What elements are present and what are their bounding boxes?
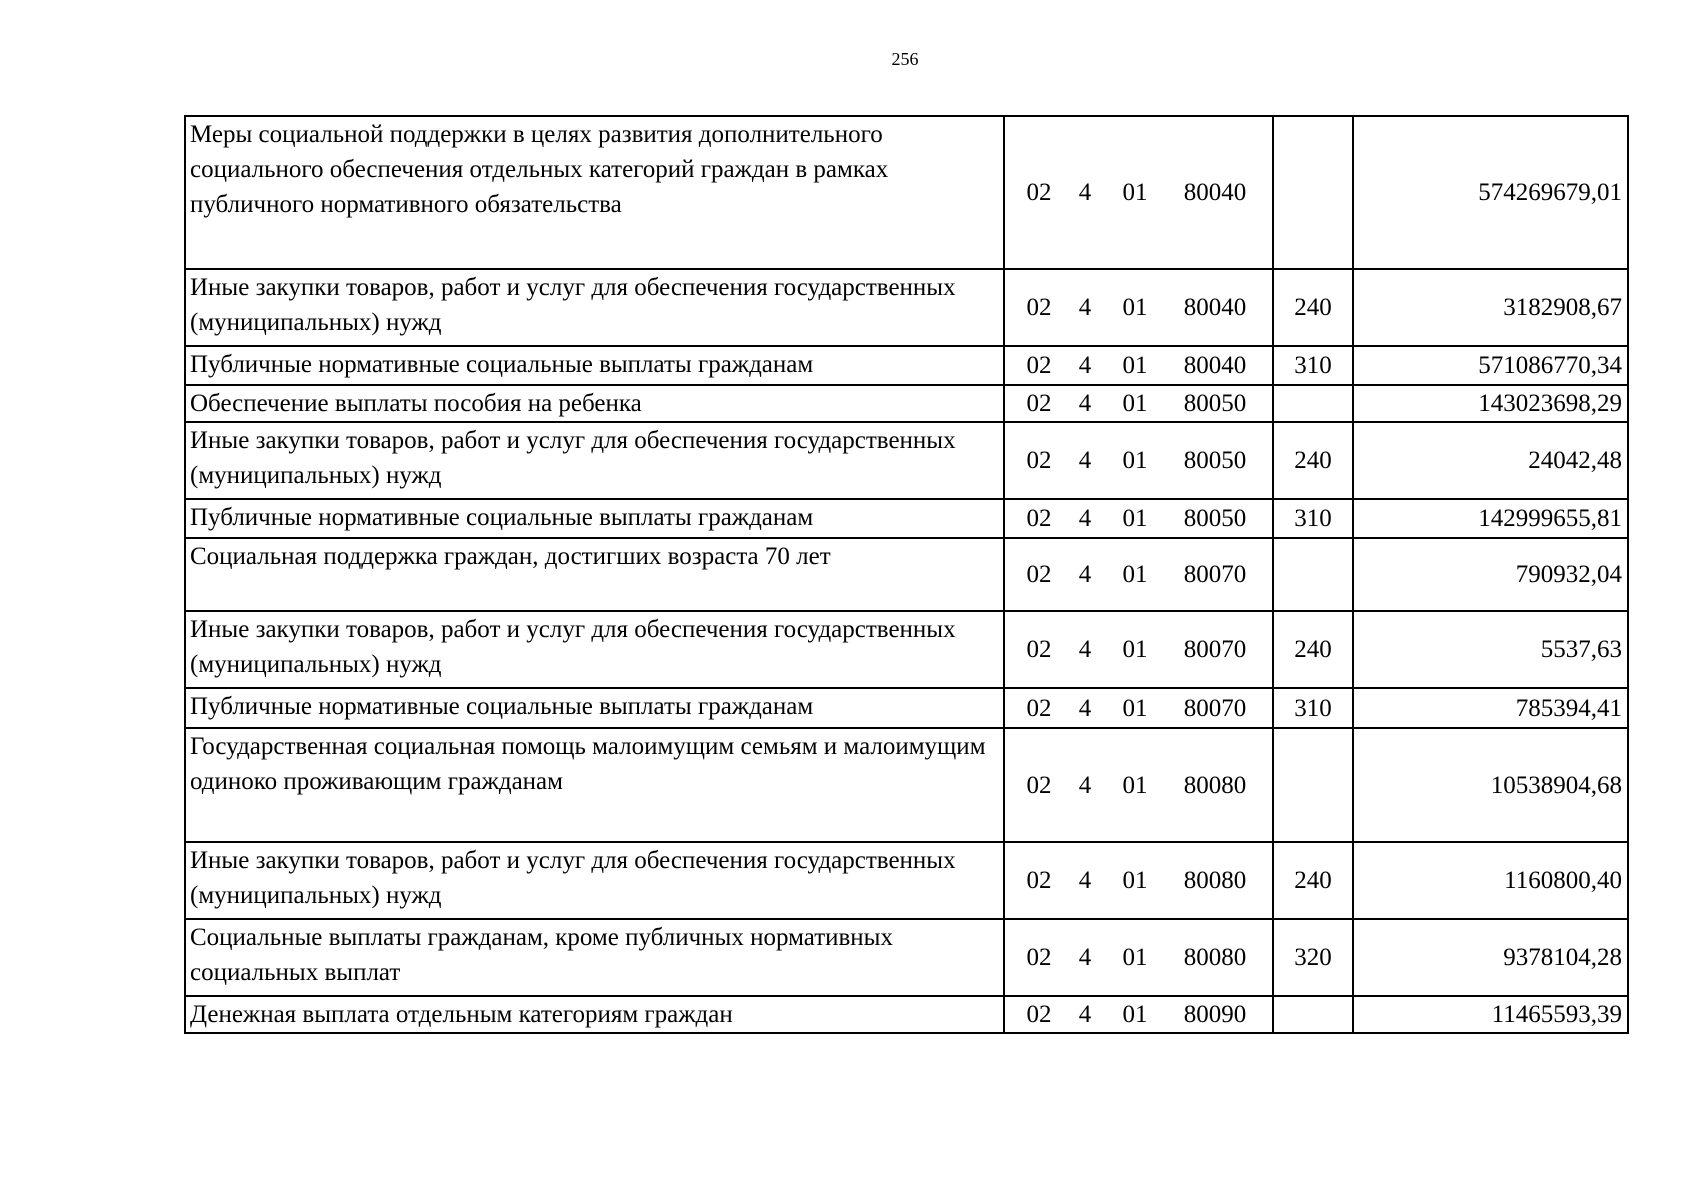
target-article-code-cell — [1004, 499, 1273, 538]
amount-cell: 10538904,68 — [1353, 728, 1628, 842]
program-code: 02 — [1026, 561, 1052, 588]
subprogram-code: 4 — [1078, 447, 1092, 474]
item-name-cell: Социальная поддержка граждан, достигших возраста 70 лет — [185, 538, 1004, 611]
main-activity-code: 01 — [1122, 636, 1148, 663]
direction-code: 80040 — [1183, 352, 1247, 379]
direction-code: 80050 — [1183, 505, 1247, 532]
direction-code: 80070 — [1183, 694, 1247, 722]
main-activity-code: 01 — [1122, 390, 1148, 417]
item-name-cell: Иные закупки товаров, работ и услуг для обеспечения государственных (муниципальных) нужд — [185, 611, 1004, 688]
table-row — [185, 385, 1628, 422]
direction-code: 80080 — [1183, 867, 1247, 894]
expense-type-cell: 320 — [1273, 919, 1353, 996]
subprogram-code: 4 — [1078, 294, 1092, 321]
expense-type-cell: 240 — [1273, 269, 1353, 346]
expense-type-cell: 240 — [1273, 422, 1353, 499]
main-activity-code: 01 — [1122, 352, 1148, 379]
target-article-code-cell — [1004, 422, 1273, 499]
table-row — [185, 499, 1628, 538]
item-name-cell: Публичные нормативные социальные выплаты гражданам — [185, 346, 1004, 385]
amount-cell: 1160800,40 — [1353, 842, 1628, 919]
main-activity-code: 01 — [1122, 447, 1148, 474]
budget-table — [184, 115, 1629, 1034]
table-row — [185, 728, 1628, 842]
budget-table-body — [185, 116, 1628, 1033]
expense-type-cell — [1273, 728, 1353, 842]
expense-type-cell — [1273, 116, 1353, 269]
expense-type-cell: 240 — [1273, 611, 1353, 688]
subprogram-code: 4 — [1078, 636, 1092, 663]
program-code: 02 — [1026, 867, 1052, 894]
table-row — [185, 688, 1628, 728]
amount-cell: 142999655,81 — [1353, 499, 1628, 538]
target-article-code-cell — [1004, 842, 1273, 919]
direction-code: 80080 — [1183, 771, 1247, 799]
amount-cell: 571086770,34 — [1353, 346, 1628, 385]
direction-code: 80040 — [1183, 179, 1247, 206]
direction-code: 80070 — [1183, 561, 1247, 588]
program-code: 02 — [1026, 294, 1052, 321]
amount-cell: 9378104,28 — [1353, 919, 1628, 996]
item-name-cell: Государственная социальная помощь малоимущим семьям и малоимущим одиноко проживающим гражданам — [185, 728, 1004, 842]
main-activity-code: 01 — [1122, 1001, 1148, 1028]
direction-code: 80070 — [1183, 636, 1247, 663]
program-code: 02 — [1026, 390, 1052, 417]
expense-type-cell — [1273, 538, 1353, 611]
item-name-cell: Социальные выплаты гражданам, кроме публичных нормативных социальных выплат — [185, 919, 1004, 996]
target-article-code-cell — [1004, 611, 1273, 688]
amount-cell: 5537,63 — [1353, 611, 1628, 688]
expense-type-cell: 240 — [1273, 842, 1353, 919]
main-activity-code: 01 — [1122, 867, 1148, 894]
target-article-code-cell — [1004, 269, 1273, 346]
table-row — [185, 611, 1628, 688]
program-code: 02 — [1026, 636, 1052, 663]
program-code: 02 — [1026, 944, 1052, 971]
program-code: 02 — [1026, 505, 1052, 532]
table-row — [185, 996, 1628, 1033]
table-row — [185, 538, 1628, 611]
table-row — [185, 422, 1628, 499]
target-article-code-cell — [1004, 346, 1273, 385]
expense-type-cell — [1273, 385, 1353, 422]
table-row — [185, 116, 1628, 269]
target-article-code-cell — [1004, 538, 1273, 611]
item-name-cell: Денежная выплата отдельным категориям граждан — [185, 996, 1004, 1033]
direction-code: 80080 — [1183, 944, 1247, 971]
table-row — [185, 346, 1628, 385]
page-number: 256 — [891, 49, 919, 69]
subprogram-code: 4 — [1078, 944, 1092, 971]
program-code: 02 — [1026, 771, 1052, 799]
item-name-cell: Иные закупки товаров, работ и услуг для обеспечения государственных (муниципальных) нужд — [185, 842, 1004, 919]
target-article-code-cell — [1004, 116, 1273, 269]
main-activity-code: 01 — [1122, 561, 1148, 588]
table-row — [185, 842, 1628, 919]
table-row — [185, 269, 1628, 346]
item-name-cell: Иные закупки товаров, работ и услуг для обеспечения государственных (муниципальных) нужд — [185, 422, 1004, 499]
item-name-cell: Публичные нормативные социальные выплаты гражданам — [185, 499, 1004, 538]
subprogram-code: 4 — [1078, 561, 1092, 588]
main-activity-code: 01 — [1122, 294, 1148, 321]
amount-cell: 24042,48 — [1353, 422, 1628, 499]
target-article-code-cell — [1004, 385, 1273, 422]
item-name-cell: Публичные нормативные социальные выплаты гражданам — [185, 688, 1004, 728]
amount-cell: 3182908,67 — [1353, 269, 1628, 346]
program-code: 02 — [1026, 1001, 1052, 1028]
main-activity-code: 01 — [1122, 771, 1148, 799]
target-article-code-cell — [1004, 996, 1273, 1033]
direction-code: 80050 — [1183, 390, 1247, 417]
item-name-cell: Иные закупки товаров, работ и услуг для обеспечения государственных (муниципальных) нужд — [185, 269, 1004, 346]
subprogram-code: 4 — [1078, 867, 1092, 894]
expense-type-cell: 310 — [1273, 346, 1353, 385]
target-article-code-cell — [1004, 688, 1273, 728]
direction-code: 80050 — [1183, 447, 1247, 474]
expense-type-cell — [1273, 996, 1353, 1033]
program-code: 02 — [1026, 447, 1052, 474]
subprogram-code: 4 — [1078, 694, 1092, 722]
direction-code: 80090 — [1183, 1001, 1247, 1028]
main-activity-code: 01 — [1122, 505, 1148, 532]
subprogram-code: 4 — [1078, 505, 1092, 532]
amount-cell: 143023698,29 — [1353, 385, 1628, 422]
main-activity-code: 01 — [1122, 944, 1148, 971]
amount-cell: 785394,41 — [1353, 688, 1628, 728]
item-name-cell: Обеспечение выплаты пособия на ребенка — [185, 385, 1004, 422]
main-activity-code: 01 — [1122, 694, 1148, 722]
main-activity-code: 01 — [1122, 179, 1148, 206]
subprogram-code: 4 — [1078, 179, 1092, 206]
subprogram-code: 4 — [1078, 390, 1092, 417]
target-article-code-cell — [1004, 919, 1273, 996]
subprogram-code: 4 — [1078, 771, 1092, 799]
expense-type-cell: 310 — [1273, 688, 1353, 728]
program-code: 02 — [1026, 352, 1052, 379]
amount-cell: 574269679,01 — [1353, 116, 1628, 269]
amount-cell: 11465593,39 — [1353, 996, 1628, 1033]
subprogram-code: 4 — [1078, 352, 1092, 379]
item-name-cell: Меры социальной поддержки в целях развития дополнительного социального обеспечения отдельных категорий граждан в рамках публичного нормативного обязательства — [185, 116, 1004, 269]
program-code: 02 — [1026, 694, 1052, 722]
table-row — [185, 919, 1628, 996]
target-article-code-cell — [1004, 728, 1273, 842]
amount-cell: 790932,04 — [1353, 538, 1628, 611]
direction-code: 80040 — [1183, 294, 1247, 321]
expense-type-cell: 310 — [1273, 499, 1353, 538]
subprogram-code: 4 — [1078, 1001, 1092, 1028]
program-code: 02 — [1026, 179, 1052, 206]
